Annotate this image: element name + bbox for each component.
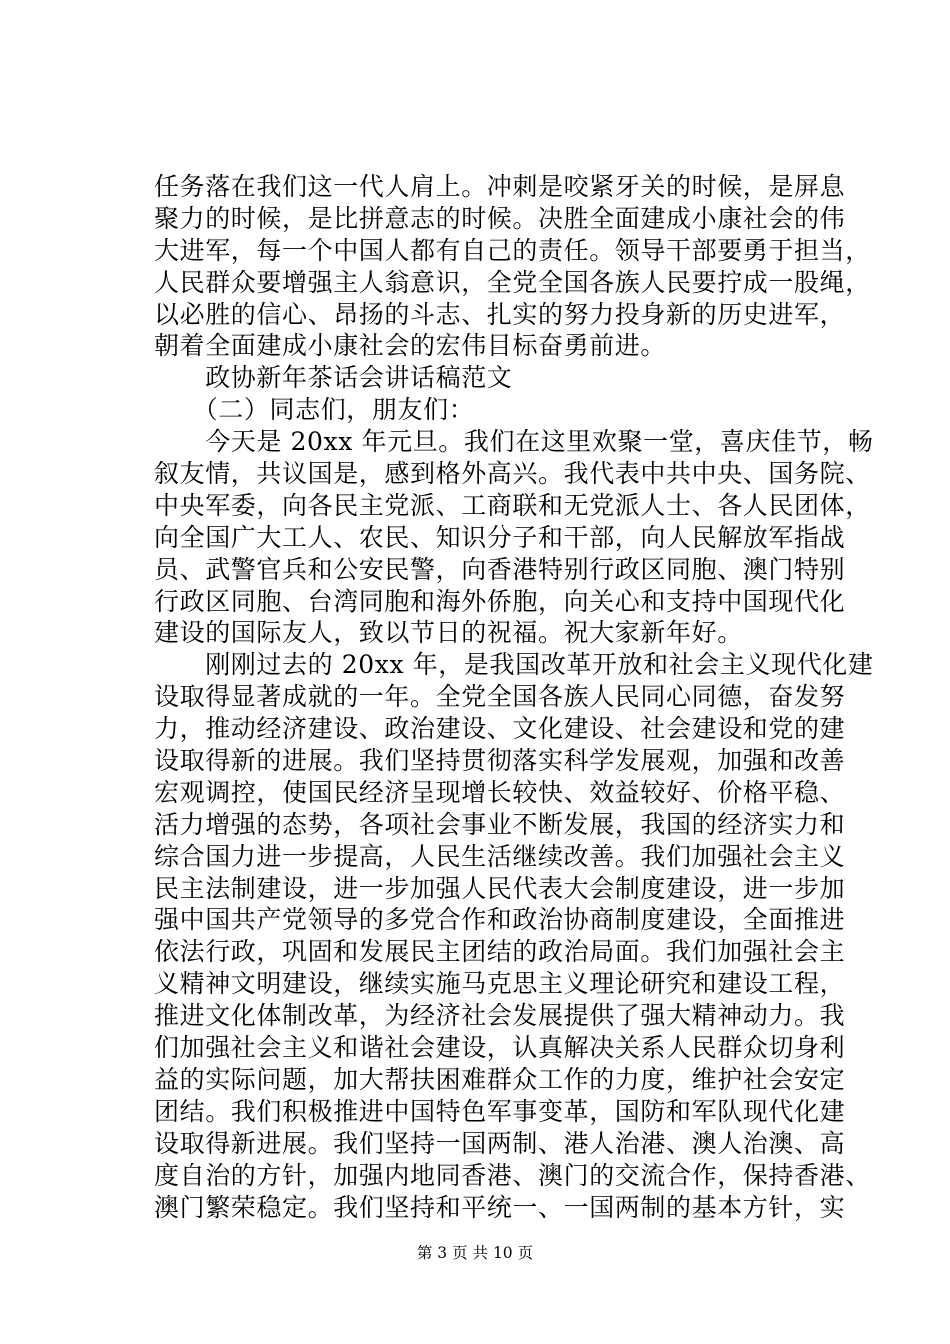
text-line: 任务落在我们这一代人肩上。冲刺是咬紧牙关的时候，是屏息	[154, 172, 846, 201]
body-text	[154, 171, 874, 1223]
text-line: 员、武警官兵和公安民警，向香港特别行政区同胞、澳门特别	[154, 554, 846, 584]
text-line: 们加强社会主义和谐社会建设，认真解决关系人民群众切身利	[154, 1033, 846, 1063]
text-line: 综合国力进一步提高，人民生活继续改善。我们加强社会主义	[154, 841, 846, 871]
text-line: 活力增强的态势，各项社会事业不断发展，我国的经济实力和	[154, 809, 846, 839]
text-line: 建设的国际友人，致以节日的祝福。祝大家新年好。	[154, 618, 743, 648]
text-line: 以必胜的信心、昂扬的斗志、扎实的努力投身新的历史进军，	[154, 299, 846, 329]
text-line: 朝着全面建成小康社会的宏伟目标奋勇前进。	[154, 331, 667, 361]
text-line: 力，推动经济建设、政治建设、文化建设、社会建设和党的建	[154, 714, 846, 744]
text-line: 澳门繁荣稳定。我们坚持和平统一、一国两制的基本方针，实	[154, 1192, 846, 1222]
text-line: 益的实际问题，加大帮扶困难群众工作的力度，维护社会安定	[154, 1064, 846, 1094]
text-line: 叙友情，共议国是，感到格外高兴。我代表中共中央、国务院、	[154, 459, 871, 489]
text-line: 大进军，每一个中国人都有自己的责任。领导干部要勇于担当，	[154, 235, 871, 265]
text-line: 团结。我们积极推进中国特色军事变革，国防和军队现代化建	[154, 1096, 846, 1126]
text-line: 民主法制建设，进一步加强人民代表大会制度建设，进一步加	[154, 873, 846, 903]
text-line: 度自治的方针，加强内地同香港、澳门的交流合作，保持香港、	[154, 1160, 871, 1190]
text-line: 聚力的时候，是比拼意志的时候。决胜全面建成小康社会的伟	[154, 203, 846, 233]
text-line: 人民群众要增强主人翁意识，全党全国各族人民要拧成一股绳，	[154, 267, 871, 297]
text-line: 设取得新进展。我们坚持一国两制、港人治港、澳人治澳、高	[154, 1128, 846, 1158]
text-line: 中央军委，向各民主党派、工商联和无党派人士、各人民团体，	[154, 490, 871, 520]
page-footer: 第 3 页 共 10 页	[416, 1244, 534, 1262]
text-line: 刚刚过去的 20xx 年，是我国改革开放和社会主义现代化建	[154, 650, 874, 680]
text-line: 依法行政，巩固和发展民主团结的政治局面。我们加强社会主	[154, 937, 846, 967]
text-line: 政协新年茶话会讲话稿范文	[154, 363, 513, 393]
text-line: 设取得新的进展。我们坚持贯彻落实科学发展观，加强和改善	[154, 746, 846, 776]
text-line: 设取得显著成就的一年。全党全国各族人民同心同德，奋发努	[154, 682, 846, 712]
text-line: 宏观调控，使国民经济呈现增长较快、效益较好、价格平稳、	[154, 777, 846, 807]
text-line: 推进文化体制改革，为经济社会发展提供了强大精神动力。我	[154, 1001, 846, 1031]
text-line: 向全国广大工人、农民、知识分子和干部，向人民解放军指战	[154, 522, 846, 552]
text-line: 行政区同胞、台湾同胞和海外侨胞，向关心和支持中国现代化	[154, 586, 846, 616]
text-line: 今天是 20xx 年元旦。我们在这里欢聚一堂，喜庆佳节，畅	[154, 427, 874, 457]
text-line: 义精神文明建设，继续实施马克思主义理论研究和建设工程，	[154, 969, 846, 999]
text-line: 强中国共产党领导的多党合作和政治协商制度建设，全面推进	[154, 905, 846, 935]
text-line: （二）同志们，朋友们：	[154, 395, 475, 425]
